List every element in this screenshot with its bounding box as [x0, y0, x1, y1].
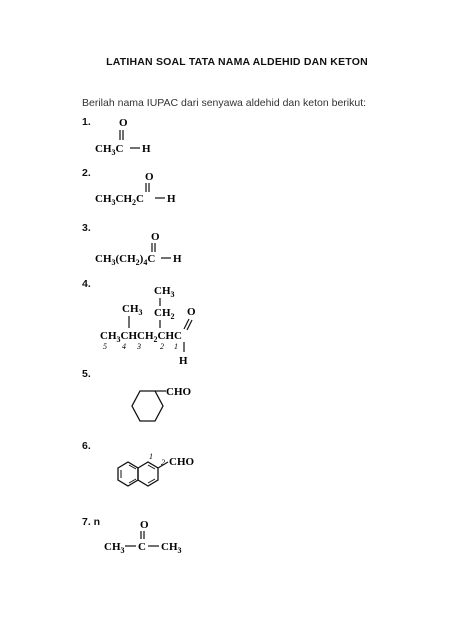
s4-locant-4: 4 — [122, 342, 126, 351]
s2-oxygen: O — [145, 171, 154, 183]
s7-right-ch3: $CH_3$ — [161, 541, 182, 555]
item-number-7: 7. n — [82, 516, 101, 528]
s1-hydrogen: H — [142, 143, 151, 155]
s7-oxygen: O — [140, 519, 149, 531]
s4-locant-1: 1 — [174, 342, 178, 351]
s7-carbon: C — [138, 541, 146, 553]
item-number-3: 3. — [82, 222, 91, 234]
s4-branch-ch2: $CH_2$ — [154, 307, 175, 321]
s1-oxygen: O — [119, 117, 128, 129]
s5-cyclohexane-ring — [132, 391, 163, 421]
s5-cho: CHO — [166, 386, 192, 398]
s4-hydrogen: H — [179, 355, 188, 367]
page-title: LATIHAN SOAL TATA NAMA ALDEHID DAN KETON — [106, 56, 368, 68]
item-number-1: 1. — [82, 116, 91, 128]
structure-7-propanone — [104, 516, 224, 556]
s2-hydrogen: H — [167, 193, 176, 205]
s6-cho: CHO — [169, 456, 195, 468]
structure-1-ethanal — [95, 118, 215, 158]
s3-oxygen: O — [151, 231, 160, 243]
structure-2-propanal — [95, 168, 235, 208]
item-number-6: 6. — [82, 440, 91, 452]
s2-chain: $CH_3CH_2C$ — [95, 193, 144, 207]
item-number-2: 2. — [82, 167, 91, 179]
s4-branch-ch3: $CH_3$ — [154, 285, 175, 299]
s3-hydrogen: H — [173, 253, 182, 265]
structure-5-cyclohexanecarbaldehyde — [118, 382, 228, 442]
item-number-4: 4. — [82, 278, 91, 290]
s4-locant-5: 5 — [103, 342, 107, 351]
s4-side-ch3: $CH_3$ — [122, 303, 143, 317]
s6-pos1: 1 — [149, 452, 153, 461]
s4-oxygen: O — [187, 306, 196, 318]
item-number-5: 5. — [82, 368, 91, 380]
s3-chain: $CH_3(CH_2)_4C$ — [95, 253, 156, 267]
s4-main-chain: $CH_3CHCH_2CHC$ — [100, 330, 182, 344]
s1-chain: $CH_3C$ — [95, 143, 124, 157]
s4-locant-2: 2 — [160, 342, 164, 351]
s6-pos2: 2 — [161, 458, 165, 467]
s7-left-ch3: $CH_3$ — [104, 541, 125, 555]
structure-3-hexanal — [95, 228, 255, 268]
structure-6-naphthaldehyde — [108, 448, 238, 508]
instruction-text: Berilah nama IUPAC dari senyawa aldehid dan keton berikut: — [82, 97, 367, 109]
s4-locant-3: 3 — [137, 342, 141, 351]
structure-4-branched-aldehyde — [100, 282, 230, 372]
